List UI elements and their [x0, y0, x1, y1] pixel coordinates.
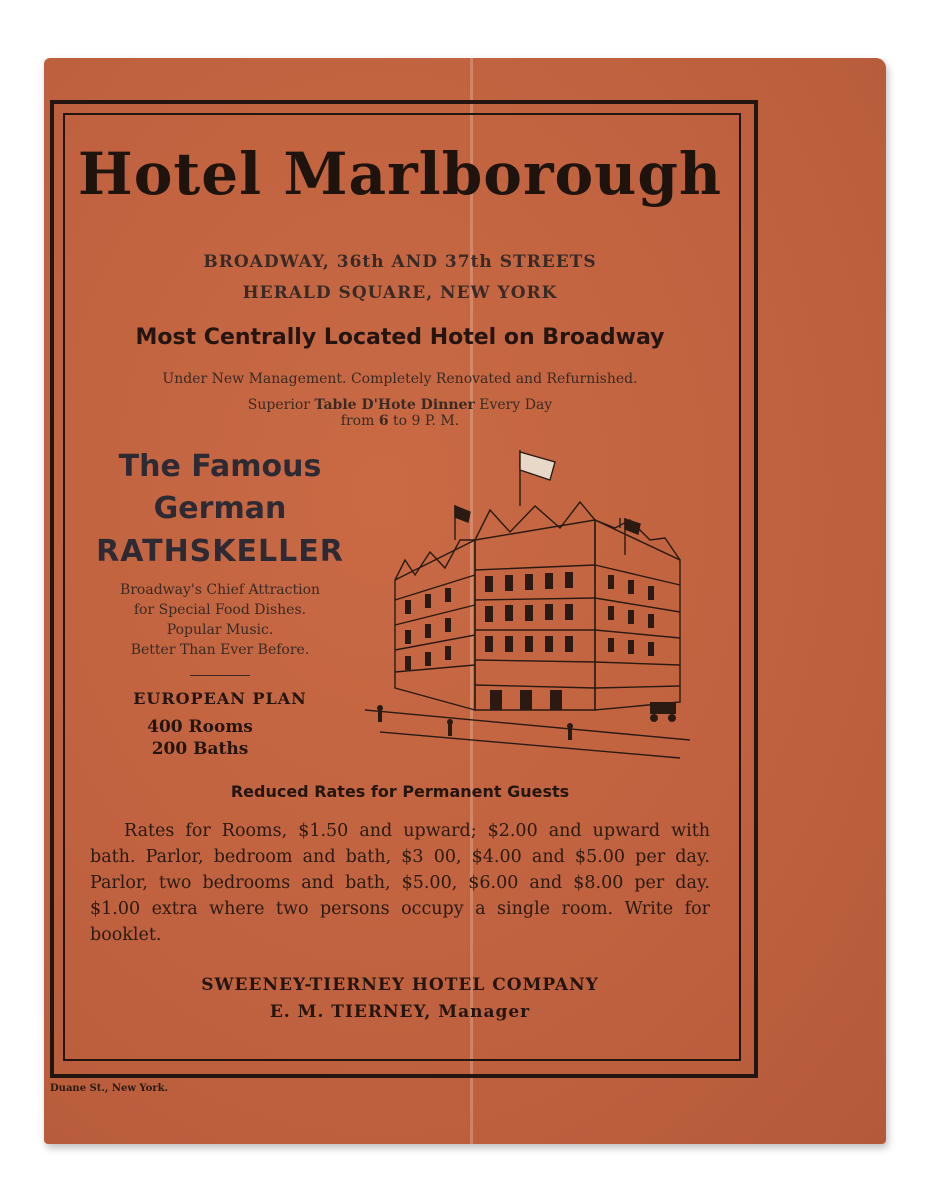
manager-name: E. M. TIERNEY, Manager [269, 1002, 531, 1022]
attraction-line-2: for Special Food Dishes. [133, 602, 307, 618]
dinner-suffix: Every Day [479, 397, 553, 413]
flag-center [520, 452, 555, 480]
rathskeller-heading: RATHSKELLER [96, 534, 344, 569]
hours-start: 6 [378, 413, 389, 429]
section-divider [190, 675, 250, 676]
flag-right [625, 519, 640, 534]
headline: Most Centrally Located Hotel on Broadway [135, 325, 665, 350]
rates-text: Rates for Rooms, $1.50 and upward; $2.00 and upward with bath. Parlor, bedroom and bath, $3 00, $4.00 and $5.00 per day. Parlor, two bedrooms and bath, $5.00, $6.00 and $8.00 per day. $1.00 extra where two persons occupy a single room. Write for booklet. [90, 821, 710, 945]
roof-gables-front [475, 502, 595, 540]
rooms-count: 400 Rooms [147, 717, 253, 737]
famous-line-2: German [153, 491, 287, 526]
reduced-rates-heading: Reduced Rates for Permanent Guests [230, 782, 570, 801]
address-line-2: HERALD SQUARE, NEW YORK [242, 283, 558, 303]
dinner-emphasis: Table D'Hote Dinner [314, 397, 475, 413]
street-line-2 [380, 732, 680, 758]
flag-left [455, 506, 470, 522]
plan-capacity [90, 716, 310, 760]
dinner-prefix: Superior [247, 397, 310, 413]
hours-mid: to [393, 413, 408, 429]
right-floor-lines [595, 565, 680, 688]
attraction-line-1: Broadway's Chief Attraction [119, 582, 321, 598]
rathskeller-attractions [90, 580, 350, 660]
european-plan-heading: EUROPEAN PLAN [133, 689, 307, 708]
building-right-facade [595, 520, 680, 710]
baths-count: 200 Baths [151, 739, 249, 759]
management-note: Under New Management. Completely Renovated and Refurnished. [162, 371, 638, 387]
hours-end: 9 P. M. [411, 413, 460, 429]
building-left-facade [395, 540, 475, 710]
dinner-line [66, 397, 734, 413]
hotel-building-illustration [360, 440, 700, 770]
famous-german-heading [90, 446, 350, 530]
printer-imprint: Duane St., New York. [50, 1083, 169, 1094]
attraction-line-4: Better Than Ever Before. [130, 642, 310, 658]
attraction-line-3: Popular Music. [166, 622, 274, 638]
rates-paragraph [90, 818, 710, 948]
famous-line-1: The Famous [118, 449, 322, 484]
company-name: SWEENEY-TIERNEY HOTEL COMPANY [201, 975, 599, 995]
dinner-hours [66, 413, 734, 429]
hotel-title: Hotel Marlborough [77, 140, 723, 208]
address-line-1: BROADWAY, 36th AND 37th STREETS [203, 252, 597, 272]
hours-prefix: from [340, 413, 375, 429]
